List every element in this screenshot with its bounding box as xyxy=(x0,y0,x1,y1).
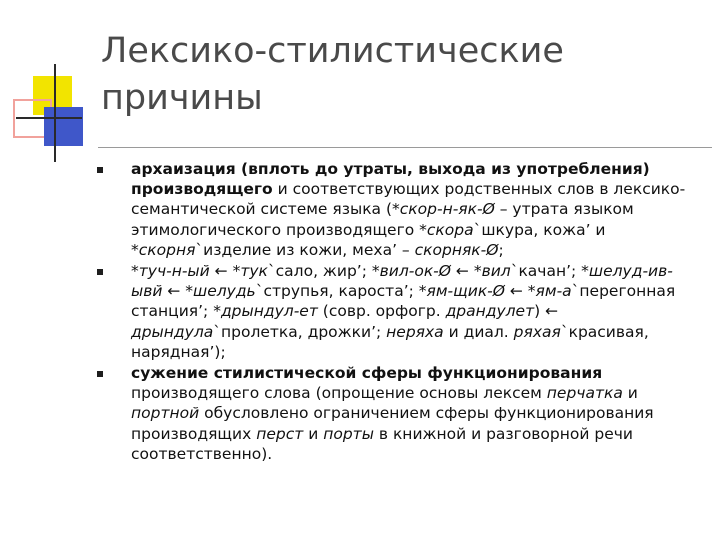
italic-example-text: скорняк-Ø xyxy=(414,240,499,259)
italic-example-text: неряха xyxy=(386,322,444,341)
text-segment: и диал. xyxy=(443,322,514,341)
italic-example-text: *дрындул-ет xyxy=(213,302,318,321)
text-segment: ; xyxy=(498,240,504,259)
title-divider xyxy=(98,147,712,148)
title-line-2: причины xyxy=(101,78,263,118)
bullet-list xyxy=(97,159,703,464)
text-segment: и соответствующих родственных слов в лексико-семантической системе языка ( xyxy=(131,180,686,219)
italic-example-text: ← дрындула xyxy=(131,302,559,341)
text-segment: обусловлено ограничением сферы функционирования производящих xyxy=(131,404,654,443)
text-segment: ) xyxy=(534,302,546,321)
italic-example-text: портной xyxy=(131,404,200,423)
bold-text: сужение стилистической сферы функционирования xyxy=(131,364,603,383)
text-segment: – утрата языком этимологического производящего xyxy=(131,200,634,239)
text-segment: и xyxy=(303,424,324,443)
square-bullet-icon xyxy=(97,167,103,173)
text-segment: `пролетка, дрожки’; xyxy=(213,322,387,341)
italic-example-text: *вил-ок-Ø ← *вил xyxy=(371,262,511,281)
text-segment: производящего слова (опрощение основы лексем xyxy=(131,384,547,403)
decorative-vertical-line xyxy=(54,64,56,162)
bullet-item-examples xyxy=(97,261,703,362)
text-segment: `изделие из кожи, меха’ – xyxy=(195,240,415,259)
italic-example-text: *ям-щик-Ø ← *ям-а xyxy=(418,282,572,301)
text-segment: (совр. орфогр. xyxy=(317,302,446,321)
slide-title xyxy=(101,28,701,122)
italic-example-text: *скорня xyxy=(131,240,196,259)
text-segment: и xyxy=(622,384,638,403)
italic-example-text: перчатка xyxy=(546,384,623,403)
italic-example-text: ряхая xyxy=(513,322,561,341)
text-segment: `струпья, кароста’; xyxy=(255,282,419,301)
text-segment: `шкура, кожа’ и xyxy=(473,220,606,239)
bullet-item-stylistic-narrowing xyxy=(97,363,703,464)
text-segment: в книжной и разговорной речи соответственно). xyxy=(131,424,633,463)
square-bullet-icon xyxy=(97,269,103,275)
bullet-item-archaization xyxy=(97,159,703,260)
title-line-1: Лексико-стилистические xyxy=(101,31,564,71)
text-segment: `красивая, нарядная’); xyxy=(131,322,649,361)
italic-example-text: *туч-н-ый ← *тук xyxy=(131,262,268,281)
decorative-horizontal-line xyxy=(16,117,82,119)
bullet-item-text xyxy=(131,160,685,259)
bullet-item-text xyxy=(131,262,675,361)
text-segment: `качан’; xyxy=(510,262,582,281)
bullet-item-text xyxy=(131,364,654,463)
text-segment: `сало, жир’; xyxy=(267,262,372,281)
italic-example-text: *скор-н-як-Ø xyxy=(392,200,495,219)
text-segment: `перегонная станция’; xyxy=(131,282,676,321)
italic-example-text: порты xyxy=(323,424,374,443)
italic-example-text: *шелуд-ив-ывй ← *шелудь xyxy=(131,262,673,301)
bold-text: архаизация (вплоть до утраты, выхода из употребления) производящего xyxy=(131,160,650,199)
italic-example-text: *скора xyxy=(419,220,474,239)
decorative-blue-square xyxy=(44,107,83,146)
italic-example-text: драндулет xyxy=(445,302,535,321)
italic-example-text: перст xyxy=(256,424,304,443)
square-bullet-icon xyxy=(97,371,103,377)
